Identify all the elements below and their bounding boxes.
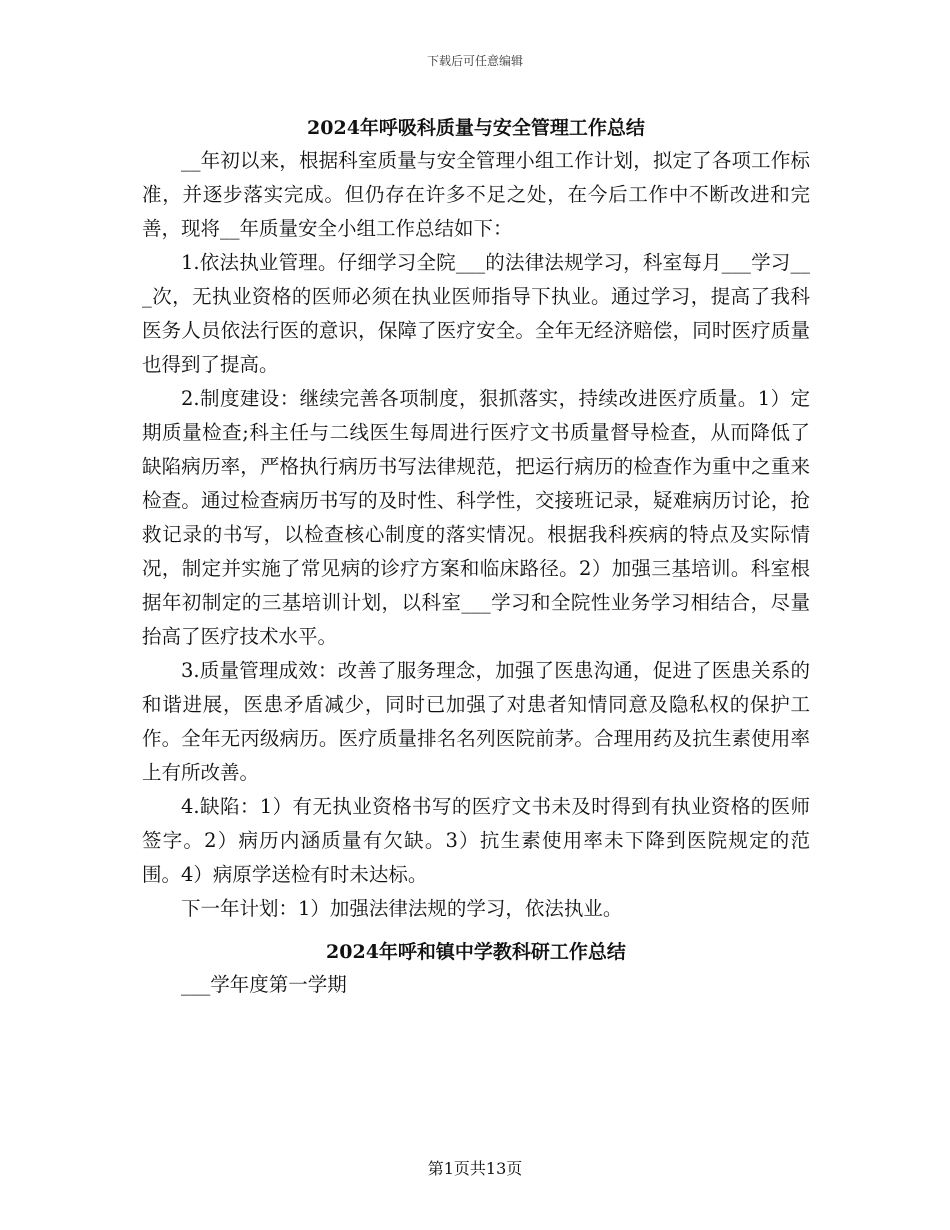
section-2-paragraph: 2.制度建设：继续完善各项制度，狠抓落实，持续改进医疗质量。1）定期质量检查;科主任与二线医生每周进行医疗文书质量督导检查，从而降低了缺陷病历率，严格执行病历书写法律规范，把运行病历的检查作为重中之重来检查。通过检查病历书写的及时性、科学性，交接班记录，疑难病历讨论，抢救记录的书写，以检查核心制度的落实情况。根据我科疾病的特点及实际情况，制定并实施了常见病的诊疗方案和临床路径。2）加强三基培训。科室根据年初制定的三基培训计划，以科室___学习和全院性业务学习相结合，尽量抬高了医疗技术水平。	[142, 387, 810, 648]
second-document-paragraph: ___学年度第一学期	[181, 973, 347, 996]
section-3-paragraph: 3.质量管理成效：改善了服务理念，加强了医患沟通，促进了医患关系的和谐进展，医患矛盾减少，同时已加强了对患者知情同意及隐私权的保护工作。全年无丙级病历。医疗质量排名名列医院前茅。合理用药及抗生素使用率上有所改善。	[142, 659, 810, 784]
second-document-title: 2024年呼和镇中学教科研工作总结	[326, 941, 626, 963]
page-footer: 第1页共13页	[427, 1159, 523, 1178]
document-body	[142, 112, 810, 1002]
next-year-plan-paragraph: 下一年计划：1）加强法律法规的学习，依法执业。	[181, 897, 623, 920]
section-4-paragraph: 4.缺陷：1）有无执业资格书写的医疗文书未及时得到有执业资格的医师签字。2）病历内涵质量有欠缺。3）抗生素使用率未下降到医院规定的范围。4）病原学送检有时未达标。	[142, 795, 810, 886]
section-1-paragraph: 1.依法执业管理。仔细学习全院___的法律法规学习，科室每月___学习___次，无执业资格的医师必须在执业医师指导下执业。通过学习，提高了我科医务人员依法行医的意识，保障了医疗安全。全年无经济赔偿，同时医疗质量也得到了提高。	[142, 251, 810, 376]
document-title: 2024年呼吸科质量与安全管理工作总结	[307, 117, 645, 139]
download-note: 下载后可任意编辑	[426, 54, 523, 68]
intro-paragraph: __年初以来，根据科室质量与安全管理小组工作计划，拟定了各项工作标准，并逐步落实完成。但仍存在许多不足之处，在今后工作中不断改进和完善，现将__年质量安全小组工作总结如下：	[142, 149, 810, 240]
